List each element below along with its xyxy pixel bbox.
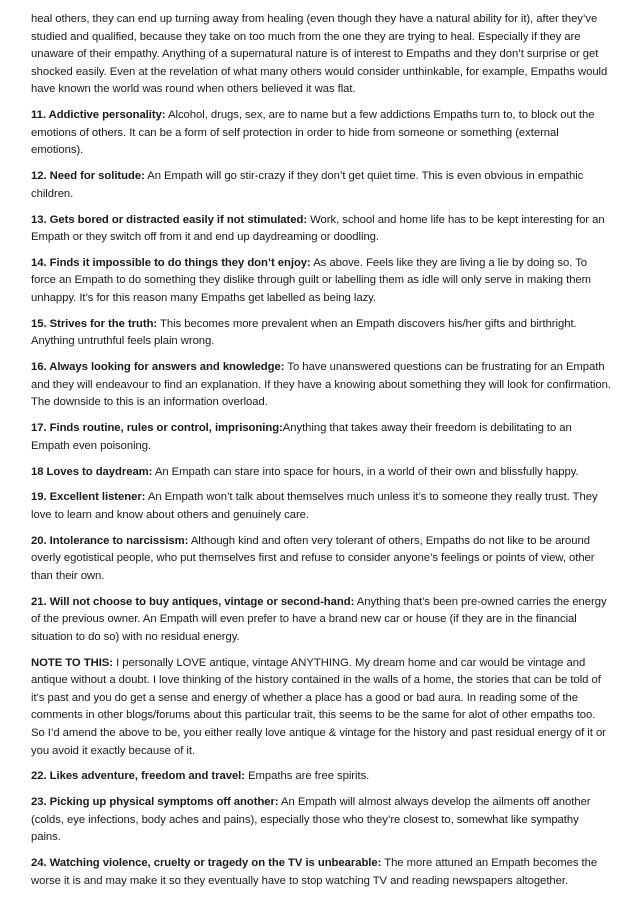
paragraph-trait-14 <box>31 255 611 308</box>
trait-heading: 11. Addictive personality: <box>31 109 166 122</box>
trait-body: As above. Feels like they are living a lie by doing so. To force an Empath to do something they dislike through guilt or labelling them as idle will only serve in making them unhappy. It’s for this reason many Empaths get labelled as being lazy. <box>31 256 592 305</box>
trait-body: Work, school and home life has to be kept interesting for an Empath or they switch off from it and end up daydreaming or doodling. <box>31 213 605 244</box>
trait-heading: 24. Watching violence, cruelty or tragedy on the TV is unbearable: <box>31 857 382 870</box>
paragraph-body: heal others, they can end up turning away from healing (even though they have a natural ability for it), after they’ve studied and qualified, because they take on too much from the one they are trying to heal. Especially if they are unaware of their empathy. Anything of a supernatural nature is of interest to Empaths and they don’t surprise or get shocked easily. Even at the revelation of what many others would consider unthinkable, for example, Empaths would have known the world was round when others believed it was flat. <box>31 13 608 96</box>
trait-heading: 15. Strives for the truth: <box>31 317 158 330</box>
paragraph-trait-16 <box>31 359 611 412</box>
paragraph-trait-12 <box>31 168 611 203</box>
trait-body: Anything that’s been pre-owned carries the energy of the previous owner. An Empath will even prefer to have a brand new car or house (if they are in the financial situation to do so) with no residual energy. <box>31 595 607 643</box>
document-page <box>31 11 611 899</box>
paragraph-trait-22 <box>31 768 611 786</box>
paragraph-trait-13 <box>31 212 611 247</box>
paragraph-trait-21 <box>31 594 611 647</box>
trait-heading: 16. Always looking for answers and knowledge: <box>31 361 285 374</box>
trait-body: Although kind and often very tolerant of others, Empaths do not like to be around overly egotistical people, who put themselves first and refuse to consider anyone’s feelings or points of view, other than their own. <box>31 534 595 582</box>
trait-heading: 22. Likes adventure, freedom and travel: <box>31 770 245 783</box>
note-body: I personally LOVE antique, vintage ANYTHING. My dream home and car would be vintage and antique without a doubt. I love thinking of the history contained in the walls of a home, the stories that can be told of it’s past and you do get a sense and energy of whether a place has a good or bad aura. In reading some of the comments in other blogs/forums about this particular trait, this seems to be the same for alot of other empaths too. So I’d amend the above to be, you either really love antique & vintage for the history and past residual energy of it or you avoid it exactly because of it. <box>31 656 606 757</box>
paragraph-trait-11 <box>31 107 611 160</box>
paragraph-trait-18 <box>31 464 611 482</box>
trait-body: This becomes more prevalent when an Empath discovers his/her gifts and birthright. Anything untruthful feels plain wrong. <box>31 317 577 348</box>
paragraph-trait-20 <box>31 533 611 586</box>
note-heading: NOTE TO THIS: <box>31 656 113 669</box>
trait-body: Alcohol, drugs, sex, are to name but a few addictions Empaths turn to, to block out the emotions of others. It can be a form of self protection in order to hide from someone or something (external emotions). <box>31 109 595 157</box>
paragraph-trait-15 <box>31 316 611 351</box>
trait-body: Empaths are free spirits. <box>244 770 370 783</box>
paragraph-trait-24 <box>31 855 611 890</box>
trait-heading: 20. Intolerance to narcissism: <box>31 534 189 547</box>
trait-heading: 23. Picking up physical symptoms off another: <box>31 796 279 809</box>
trait-heading: 19. Excellent listener: <box>31 491 146 504</box>
trait-body: To have unanswered questions can be frustrating for an Empath and they will endeavour to find an explanation. If they have a knowing about something they will look for confirmation. The downside to this is an information overload. <box>31 361 611 409</box>
trait-body: An Empath can stare into space for hours, in a world of their own and blissfully happy. <box>152 465 579 478</box>
trait-heading: 17. Finds routine, rules or control, imprisoning: <box>31 422 283 435</box>
trait-heading: 13. Gets bored or distracted easily if not stimulated: <box>31 213 308 226</box>
trait-body: The more attuned an Empath becomes the worse it is and may make it so they eventually have to stop watching TV and reading newspapers altogether. <box>31 857 598 887</box>
paragraph-trait-19 <box>31 489 611 524</box>
trait-body: An Empath will go stir-crazy if they don’t get quiet time. This is even obvious in empathic children. <box>31 170 584 200</box>
trait-heading: 14. Finds it impossible to do things they don’t enjoy: <box>31 256 311 269</box>
paragraph-note <box>31 655 611 761</box>
trait-heading: 12. Need for solitude: <box>31 170 145 183</box>
paragraph-trait-17 <box>31 420 611 455</box>
trait-body: An Empath won’t talk about themselves much unless it’s to someone they really trust. They love to learn and know about others and genuinely care. <box>31 491 598 521</box>
paragraph-intro <box>31 11 611 99</box>
trait-heading: 18 Loves to daydream: <box>31 465 153 478</box>
paragraph-trait-23 <box>31 794 611 847</box>
trait-heading: 21. Will not choose to buy antiques, vintage or second-hand: <box>31 595 355 608</box>
trait-body: An Empath will almost always develop the ailments off another (colds, eye infections, body aches and pains), especially those who they’re closest to, somewhat like sympathy pains. <box>31 796 591 844</box>
trait-body: Anything that takes away their freedom is debilitating to an Empath even poisoning. <box>31 422 572 452</box>
